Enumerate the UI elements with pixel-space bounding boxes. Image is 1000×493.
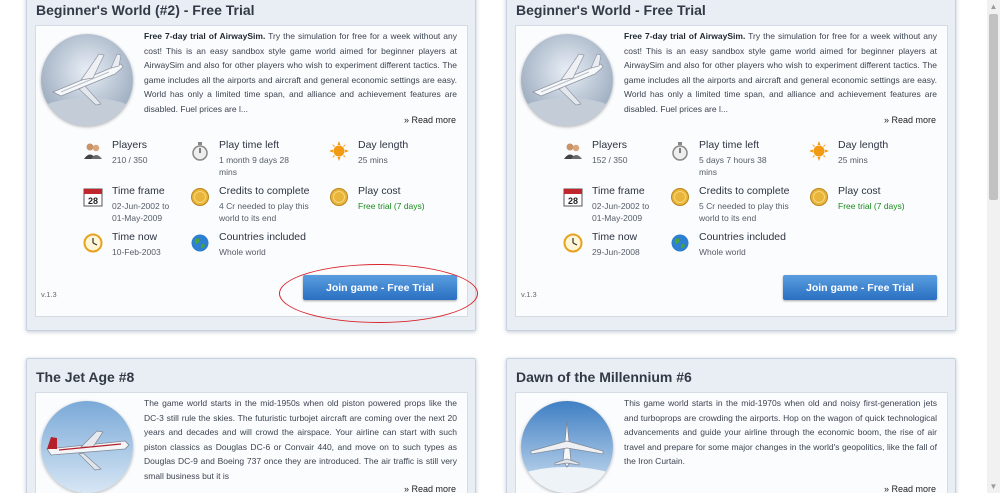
stopwatch-icon (190, 141, 210, 161)
card-title: Dawn of the Millennium #6 (516, 369, 692, 385)
card-body (35, 392, 468, 493)
scrollbar-thumb[interactable] (989, 14, 998, 200)
read-more-link[interactable]: » Read more (883, 115, 936, 125)
world-description: Free 7-day trial of AirwaySim. Try the simulation for free for a week without any cost! This is an easy sandbox style game world aimed for beginner players at AirwaySim and also for other players who wish to experiment different tactics. The game includes all the airports and aircraft and general economic settings are easy. World has only a limited time span, and alliance and achievement features are disabled. Fuel prices are l... (144, 31, 457, 114)
svg-text:28: 28 (567, 196, 579, 206)
calendar-icon (83, 187, 103, 207)
read-more-link[interactable]: » Read more (403, 115, 456, 125)
join-game-button[interactable]: Join game - Free Trial (783, 275, 937, 300)
card-title: Beginner's World (#2) - Free Trial (36, 2, 255, 18)
join-game-button[interactable]: Join game - Free Trial (303, 275, 457, 300)
aircraft-thumbnail (41, 401, 133, 493)
card-title: The Jet Age #8 (36, 369, 135, 385)
globe-icon (670, 233, 690, 253)
read-more-link[interactable]: » Read more (403, 484, 456, 493)
coin-icon (809, 187, 829, 207)
world-description: This game world starts in the mid-1970s when old and noisy first-generation jets and turboprops are crowding the airports. Hop on the wagon of quick technological advancements and guide your airline through the economic boom, the rise of air travel and prepare for some major changes in the world's geopolitics, like the fall of the Iron Curtain. (624, 398, 937, 466)
scroll-down-arrow-icon[interactable]: ▼ (989, 482, 998, 491)
calendar-icon (563, 187, 583, 207)
highlight-circle (279, 264, 478, 323)
card-body: Free 7-day trial of AirwaySim. Try the simulation for free for a week without any cost! This is an easy sandbox style game world aimed for beginner players at AirwaySim and also for other players who wish to experiment different tactics. The game includes all the airports and aircraft and general economic settings are easy. World has only a limited time span, and alliance and achievement features are disabled. Fuel prices are l... » Read more Players 152 / 350 Play time left 5 days 7 hours 38 mins Day length 25 mins 28 Time frame 02-Jun-2002 to 01-May-2009 Credits to complete 5 Cr needed to play this world to its end Play cost Free trial (7 days) Time now 29-Jun-2008 Countries included Whole world v.1.3 Join game - Free Trial (515, 25, 948, 317)
card-body: Free 7-day trial of AirwaySim. Try the simulation for free for a week without any cost! This is an easy sandbox style game world aimed for beginner players at AirwaySim and also for other players who wish to experiment different tactics. The game includes all the airports and aircraft and general economic settings are easy. World has only a limited time span, and alliance and achievement features are disabled. Fuel prices are l... » Read more Players 210 / 350 Play time left 1 month 9 days 28 mins Day length 25 mins 28 Time frame 02-Jun-2002 to 01-May-2009 Credits to complete 4 Cr needed to play this world to its end Play cost Free trial (7 days) Time now 10-Feb-2003 Countries included Whole world v.1.3 Join game - Free Trial (35, 25, 468, 317)
clock-icon (83, 233, 103, 253)
game-world-card (506, 0, 956, 331)
sun-icon (809, 141, 829, 161)
world-description: Free 7-day trial of AirwaySim. Try the simulation for free for a week without any cost! This is an easy sandbox style game world aimed for beginner players at AirwaySim and also for other players who wish to experiment different tactics. The game includes all the airports and aircraft and general economic settings are easy. World has only a limited time span, and alliance and achievement features are disabled. Fuel prices are l... (624, 31, 937, 114)
game-world-card (506, 358, 956, 493)
sun-icon (329, 141, 349, 161)
users-icon (563, 141, 583, 161)
world-description: The game world starts in the mid-1950s when old piston powered props like the DC-3 still rule the skies. The futuristic turbojet aircraft are coming over the next 20 years and decades and will crowd the airspace. Your airline can start with such piston classics as Douglas DC-6 or Convair 440, and move on to such types as Douglas DC-9 and Boeing 737 once they are introduced. The air traffic is still very small business but it is (144, 398, 457, 480)
aircraft-thumbnail (521, 34, 613, 126)
users-icon (83, 141, 103, 161)
read-more-link[interactable]: » Read more (883, 484, 936, 493)
scroll-up-arrow-icon[interactable]: ▲ (989, 2, 998, 11)
game-world-card (26, 358, 476, 493)
card-title: Beginner's World - Free Trial (516, 2, 706, 18)
coin-icon (190, 187, 210, 207)
clock-icon (563, 233, 583, 253)
aircraft-thumbnail (41, 34, 133, 126)
version-label: v.1.3 (521, 290, 537, 299)
vertical-scrollbar[interactable] (987, 0, 1000, 493)
svg-text:28: 28 (87, 196, 99, 206)
coin-icon (329, 187, 349, 207)
aircraft-thumbnail (521, 401, 613, 493)
coin-icon (670, 187, 690, 207)
stopwatch-icon (670, 141, 690, 161)
version-label: v.1.3 (41, 290, 57, 299)
card-body (515, 392, 948, 493)
globe-icon (190, 233, 210, 253)
